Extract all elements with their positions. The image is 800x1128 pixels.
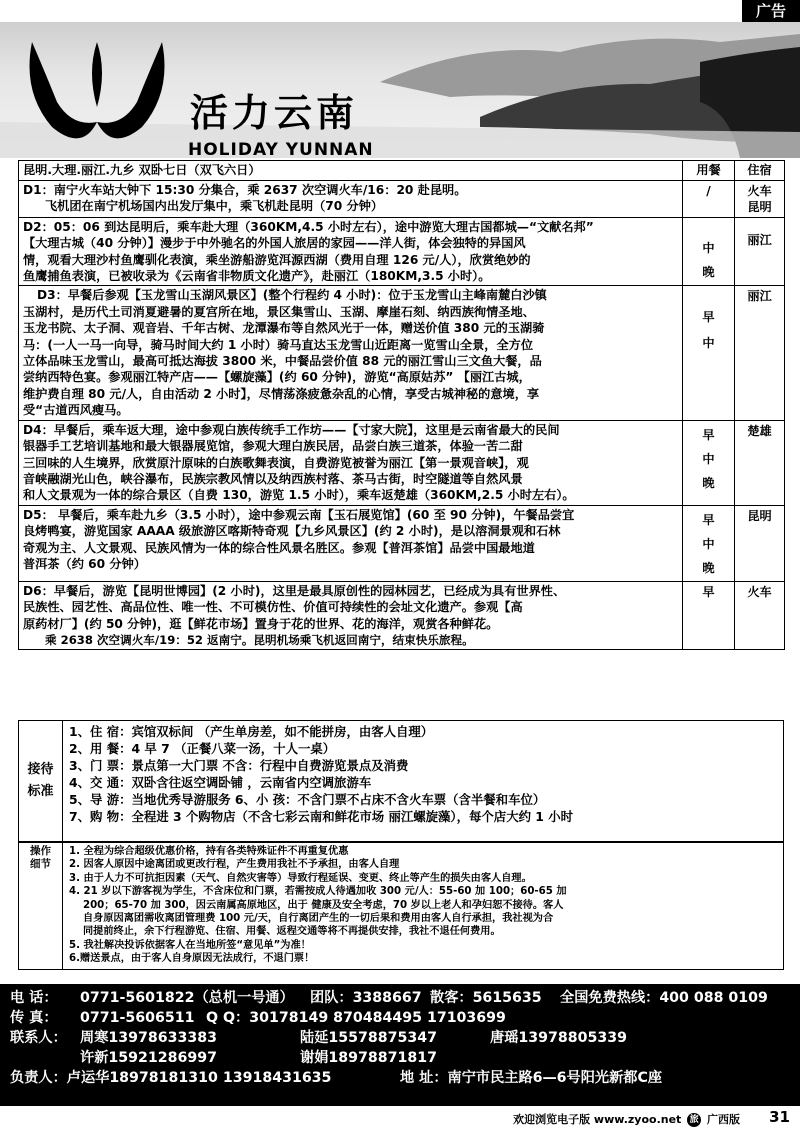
day-3-cell xyxy=(19,286,683,420)
service-label: 接待 标准 xyxy=(19,721,63,841)
day-2-line: 【大理古城（40 分钟）】漫步于中外驰名的外国人旅居的家园——洋人街，体会独特的异国风 xyxy=(23,236,526,251)
ops-item: 5. 我社解决投诉依据客人在当地所签“意见单”为准！ xyxy=(69,939,311,951)
fax-number: 0771-5606511 xyxy=(80,1010,195,1026)
day-6-cell xyxy=(19,581,683,650)
ops-item: 同提前终止，余下行程游览、住宿、用餐、返程交通等将不再提供安排，我社不退任何费用。 xyxy=(83,926,501,938)
contacts-label: 联系人： xyxy=(10,1030,67,1046)
retail-phone[interactable]: 散客：5615635 xyxy=(430,990,542,1006)
service-item: 3、门 票：景点第一大门票 不含：行程中自费游览景点及消费 xyxy=(69,758,409,773)
ops-item: 4. 21 岁以下游客视为学生，不含床位和门票，若需按成人待遇加收 300 元/人：55-60 加 100；60-65 加 xyxy=(69,886,567,898)
day-5-line: 普洱茶（约 60 分钟） xyxy=(23,556,146,571)
day-1-cell xyxy=(19,181,683,218)
day-1-stay: 火车 昆明 xyxy=(735,181,785,218)
contact-person[interactable]: 谢娟18978871817 xyxy=(300,1050,437,1066)
day-3-line: D3：早餐后参观【玉龙雪山玉湖风景区】(整个行程约 4 小时)：位于玉龙雪山主峰南麓白沙镇 xyxy=(37,288,547,303)
footer-edition: 广西版 xyxy=(707,1113,740,1126)
footer-text[interactable]: 欢迎浏览电子版 www.zyoo.net xyxy=(513,1113,682,1126)
day-3-line: 维护费自理 80 元/人，自由活动 2 小时】，尽情荡涤疲惫杂乱的心情，享受古城神秘的意境，享 xyxy=(23,386,540,401)
page-number: 31 xyxy=(769,1108,790,1126)
ops-item: 自身原因离团需收离团管理费 100 元/天，自行离团产生的一切后果和费用由客人自行承担，我社视为合 xyxy=(83,913,554,925)
day-5-meal: 早 中 晚 xyxy=(683,505,735,581)
service-item: 2、用 餐：4 早 7 （正餐八菜一汤，十人一桌） xyxy=(69,741,336,756)
phone-label: 电 话： xyxy=(10,990,58,1006)
day-2-line: 情，观看大理沙村鱼鹰驯化表演，乘坐游船游览洱源西湖（费用自理 126 元/人），欣赏绝妙的 xyxy=(23,252,531,267)
service-list xyxy=(69,723,573,825)
ops-label: 操作 细节 xyxy=(19,843,63,969)
team-phone[interactable]: 团队：3388667 xyxy=(310,990,422,1006)
qq-numbers[interactable]: Q Q：30178149 870484495 17103699 xyxy=(206,1010,506,1026)
day-5-line: D5： 早餐后，乘车赴九乡（3.5 小时），途中参观云南【玉石展览馆】(60 至 90 分钟)，午餐品尝宜 xyxy=(23,507,575,522)
brand-name-cn: 活力云南 xyxy=(190,90,359,135)
col-meal-header: 用餐 xyxy=(683,161,735,181)
ops-list xyxy=(69,845,777,966)
fax-label: 传 真： xyxy=(10,1010,58,1026)
phone-number[interactable]: 0771-5601822（总机一号通） xyxy=(80,990,294,1006)
ops-item: 6.赠送景点，由于客人自身原因无法成行，不退门票！ xyxy=(69,953,315,965)
contact-person[interactable]: 陆延15578875347 xyxy=(300,1030,437,1046)
day-4-cell xyxy=(19,420,683,505)
day-3-stay: 丽江 xyxy=(735,286,785,420)
holiday-yunnan-logo-icon xyxy=(12,32,182,152)
day-1-line: D1：南宁火车站大钟下 15:30 分集合，乘 2637 次空调火车/16：20 赴昆明。 xyxy=(23,183,467,197)
day-2-meal: 中 晚 xyxy=(683,217,735,286)
day-5-line: 良烤鸭宴，游览国家 AAAA 级旅游区喀斯特奇观【九乡风景区】(约 2 小时)，是以溶洞景观和石林 xyxy=(23,524,561,539)
address: 地 址：南宁市民主路6—6号阳光新都C座 xyxy=(400,1070,663,1086)
day-3-meal: 早 中 xyxy=(683,286,735,420)
itinerary-title: 昆明.大理.丽江.九乡 双卧七日（双飞六日） xyxy=(19,161,683,181)
contact-person[interactable]: 周寒13978633383 xyxy=(80,1030,217,1046)
service-item: 1、住 宿：宾馆双标间 （产生单房差，如不能拼房，由客人自理） xyxy=(69,724,434,739)
day-3-line: 立体品味玉龙雪山，最高可抵达海拔 3800 米，中餐品尝价值 88 元的丽江雪山三文鱼大餐，品 xyxy=(23,354,542,369)
day-3-line: 玉湖村，是历代土司消夏避暑的夏宫所在地，景区集雪山、玉湖、摩崖石刻、纳西族徇情圣地、 xyxy=(23,304,535,319)
page-footer xyxy=(0,1106,800,1128)
day-3-line: 玉龙书院、太子洞、观音岩、千年古树、龙潭瀑布等自然风光于一体，赠送价值 380 元的玉湖骑 xyxy=(23,321,545,336)
contact-block xyxy=(0,984,800,1106)
ops-item: 1. 全程为综合超级优惠价格，持有各类特殊证件不再重复优惠 xyxy=(69,846,349,857)
day-1-line: 飞机团在南宁机场国内出发厅集中，乘飞机赴昆明（70 分钟） xyxy=(45,199,384,214)
day-6-stay: 火车 xyxy=(735,581,785,650)
day-4-line: 银器手工艺培训基地和最大银器展览馆，参观大理白族民居，品尝白族三道茶，体验一苦二甜 xyxy=(23,439,523,454)
day-3-line: 马：(一人一马一向导，骑马时间大约 1 小时）骑马直达玉龙雪山近距离一览雪山全景，全方位 xyxy=(23,337,534,352)
day-2-cell xyxy=(19,217,683,286)
day-2-line: D2：05：06 到达昆明后，乘车赴大理（360KM,4.5 小时左右），途中游览大理古国都城—“文献名邦” xyxy=(23,219,594,234)
ops-item: 3. 由于人力不可抗拒因素（天气、自然灾害等）导致行程延误、变更、终止等产生的损失由客人自理。 xyxy=(69,872,532,884)
day-2-line: 鱼鹰捕鱼表演，已被收录为《云南省非物质文化遗产》，赴丽江（180KM,3.5 小时）。 xyxy=(23,269,491,284)
day-5-cell xyxy=(19,505,683,581)
day-5-line: 奇观为主、人文景观、民族风情为一体的综合性风景名胜区。参观【普洱茶馆】品尝中国最地道 xyxy=(23,540,535,555)
col-stay-header: 住宿 xyxy=(735,161,785,181)
day-4-meal: 早 中 晚 xyxy=(683,420,735,505)
day-4-line: 音峡融湖光山色，峡谷瀑布，民族宗教风情以及纳西族村落、茶马古街，时空隧道等自然风景 xyxy=(23,471,523,486)
brand-banner xyxy=(0,22,800,158)
contact-person[interactable]: 唐瑶13978805339 xyxy=(490,1030,627,1046)
contact-person[interactable]: 许新15921286997 xyxy=(80,1050,217,1066)
day-4-line: 和人文景观为一体的综合景区（自费 130，游览 1.5 小时），乘车返楚雄（360KM,2.5 小时左右）。 xyxy=(23,488,575,503)
operation-details xyxy=(18,842,784,970)
day-3-line: 尝纳西特色宴。参观丽江特产店——【螺旋藻】(约 60 分钟)，游览“高原姑苏” 【丽江古城， xyxy=(23,370,531,385)
day-6-meal: 早 xyxy=(683,581,735,650)
day-6-line: D6：早餐后，游览【昆明世博园】(2 小时)，这里是最具原创性的园林园艺，已经成为具有世界性、 xyxy=(23,583,566,598)
ops-item: 200；65-70 加 300，因云南属高原地区，出于 健康及安全考虑，70 岁以上老人和孕妇恕不接待。客人 xyxy=(83,899,564,911)
service-item: 4、交 通：双卧含往返空调卧铺 ，云南省内空调旅游车 xyxy=(69,775,372,790)
day-3-line: 受“古道西风瘦马。 xyxy=(23,403,129,418)
day-2-stay: 丽江 xyxy=(735,217,785,286)
day-6-line: 乘 2638 次空调火车/19：52 返南宁。昆明机场乘飞机返回南宁，结束快乐旅程。 xyxy=(45,632,474,647)
day-5-stay: 昆明 xyxy=(735,505,785,581)
service-item: 7、购 物：全程进 3 个购物店（不含七彩云南和鲜花市场 丽江螺旋藻），每个店大约 1 小时 xyxy=(69,809,573,824)
service-standards xyxy=(18,720,784,842)
travel-badge-icon: 旅 xyxy=(687,1113,701,1127)
manager[interactable]: 负责人：卢运华18978181310 13918431635 xyxy=(10,1070,332,1086)
day-4-line: D4：早餐后，乘车返大理，途中参观白族传统手工作坊——【寸家大院】，这里是云南省最大的民间 xyxy=(23,422,560,437)
day-6-line: 民族性、园艺性、高品位性、唯一性、不可模仿性、价值可持续性的会址文化遗产。参观【高 xyxy=(23,600,523,615)
day-1-meal: / xyxy=(683,181,735,218)
day-4-line: 三回味的人生境界，欣赏原汁原味的白族歌舞表演，自费游览被誉为丽江【第一景观音峡】，观 xyxy=(23,455,529,470)
hotline[interactable]: 全国免费热线：400 088 0109 xyxy=(560,990,768,1006)
brand-name-en: HOLIDAY YUNNAN xyxy=(188,140,374,158)
day-6-line: 原药材厂】(约 50 分钟)，逛【鲜花市场】置身于花的世界、花的海洋，观赏各种鲜花。 xyxy=(23,616,499,631)
day-4-stay: 楚雄 xyxy=(735,420,785,505)
itinerary-table xyxy=(18,160,785,650)
ops-item: 2. 因客人原因中途离团或更改行程，产生费用我社不予承担，由客人自理 xyxy=(69,859,400,871)
ad-label: 广告 xyxy=(742,0,800,22)
service-item: 5、导 游：当地优秀导游服务 6、小 孩：不含门票不占床不含火车票（含半餐和车位） xyxy=(69,792,546,807)
